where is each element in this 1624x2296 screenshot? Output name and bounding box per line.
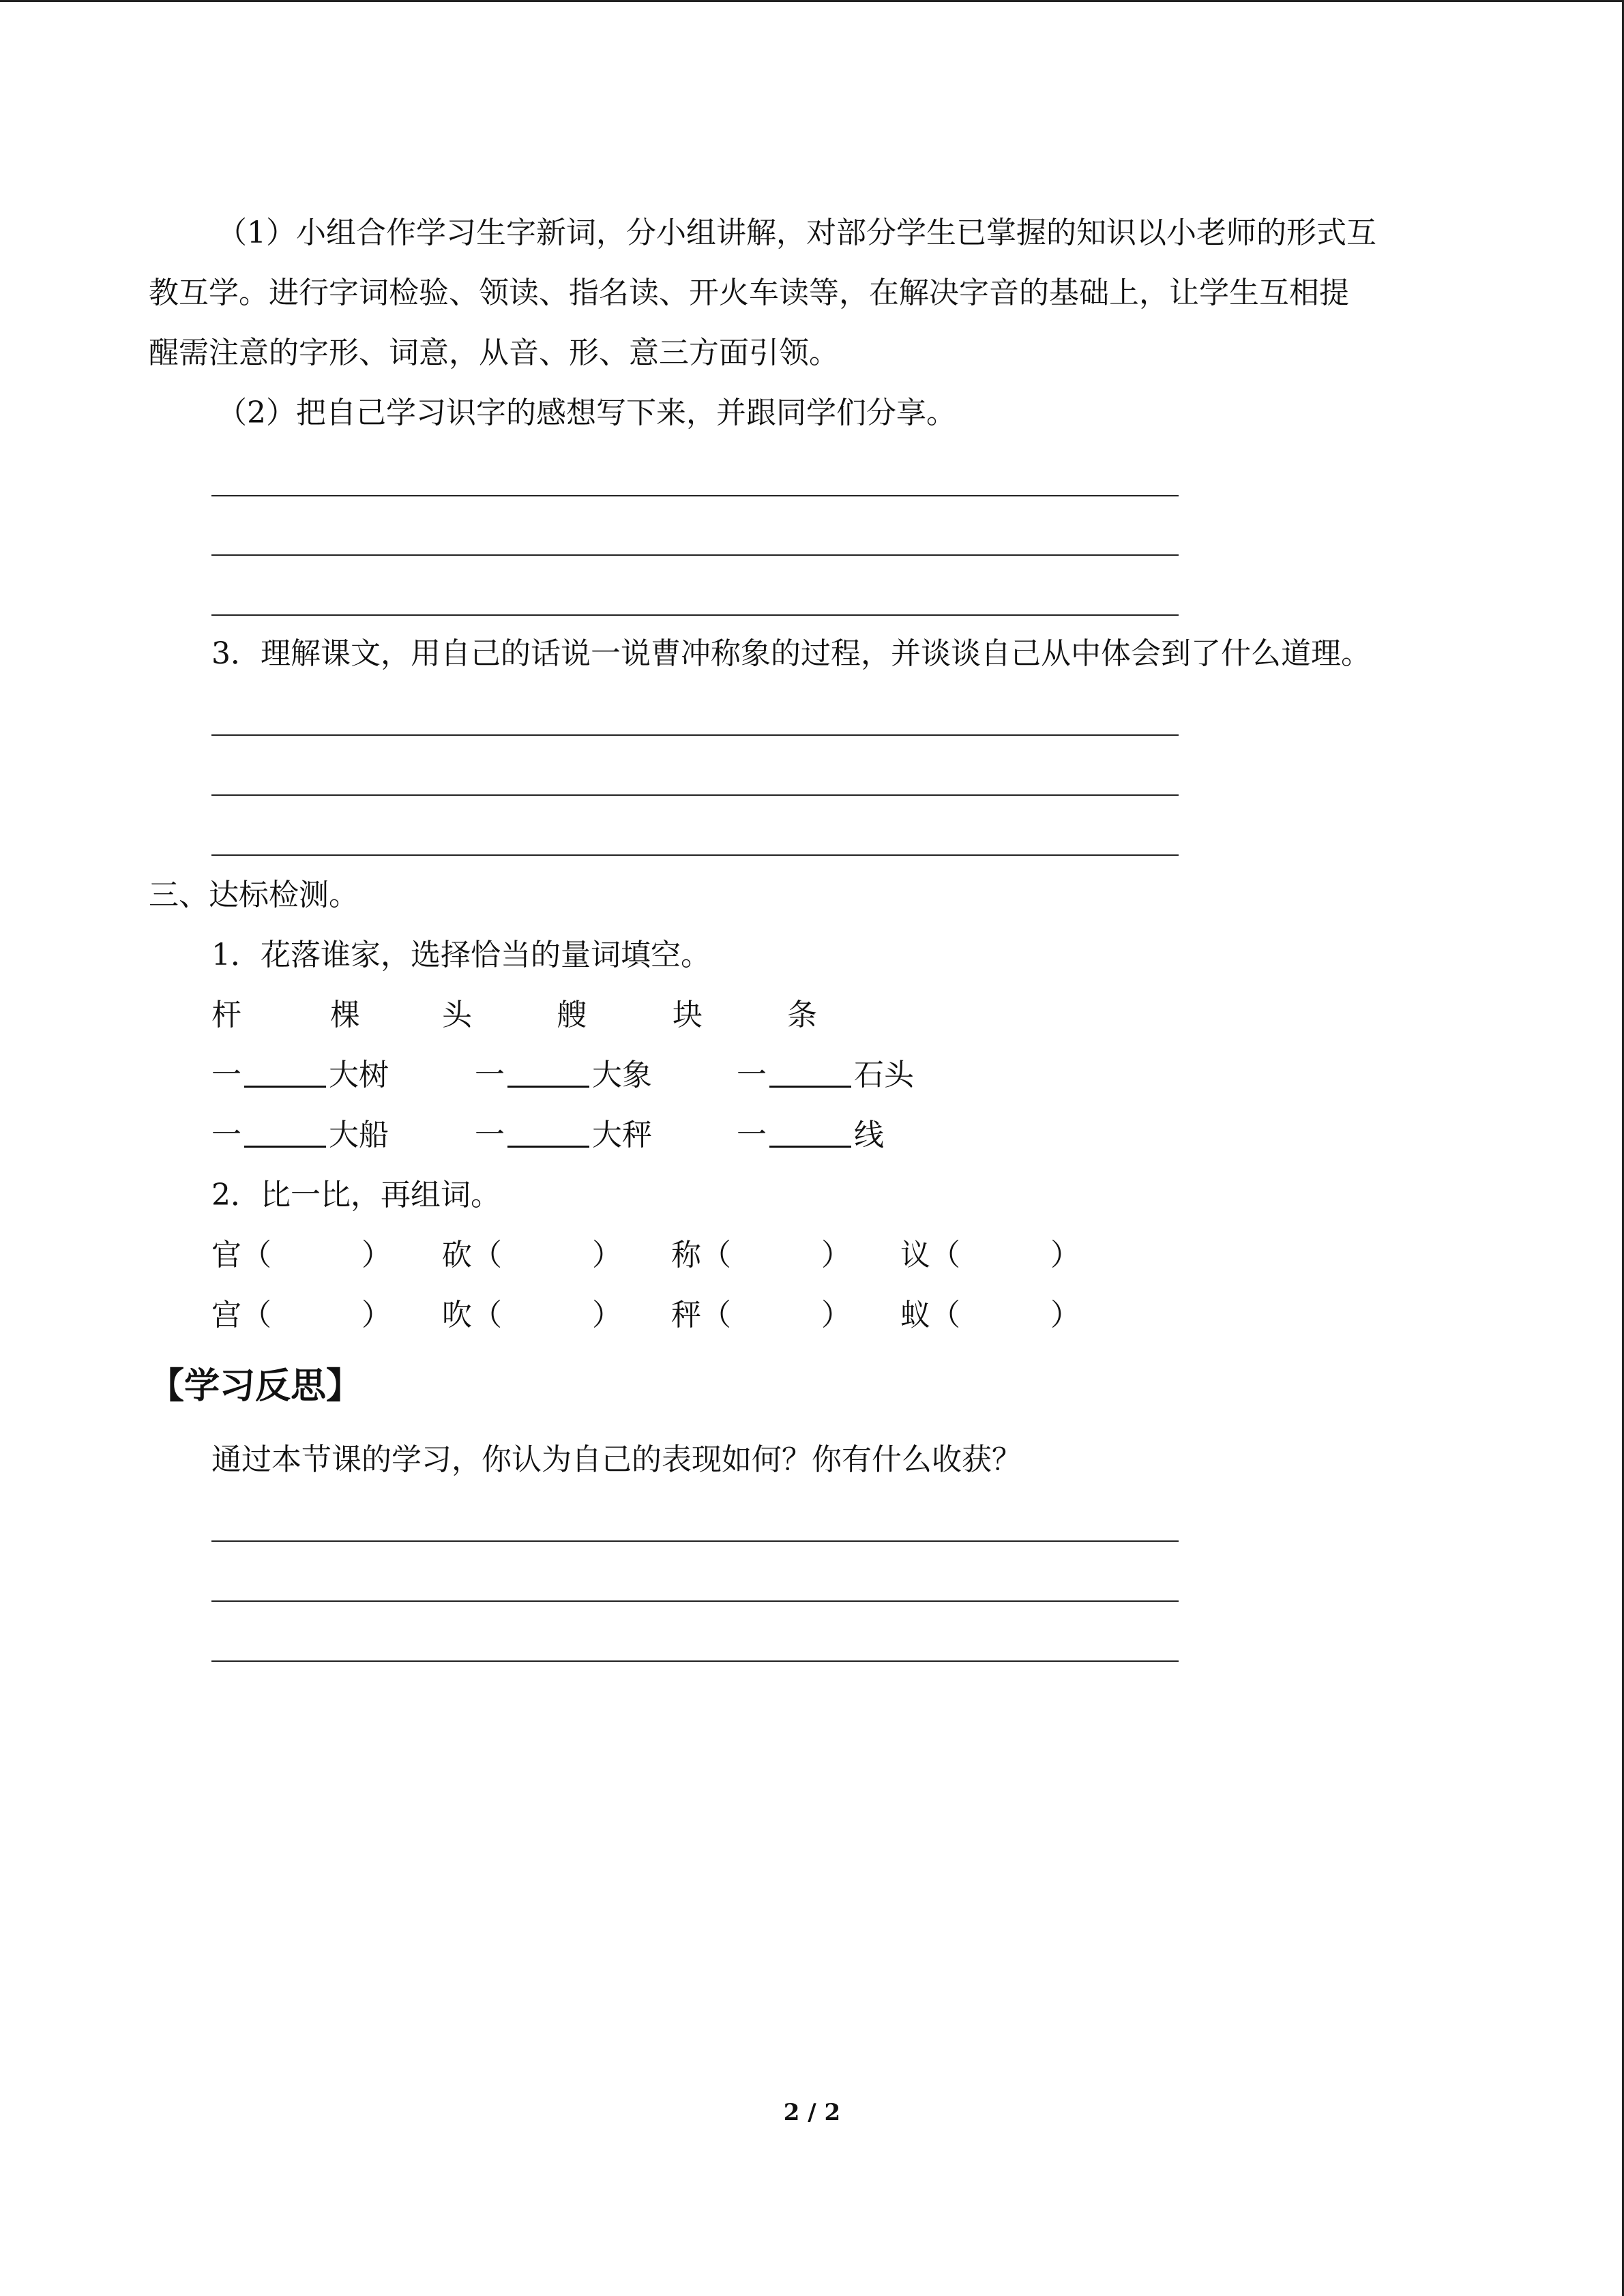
measure-word: 艘 <box>557 998 587 1032</box>
fill-blank[interactable] <box>769 1061 851 1088</box>
fill-blank[interactable] <box>507 1121 589 1148</box>
answer-line[interactable] <box>211 614 1179 616</box>
compare-item[interactable]: 秤（ ） <box>671 1298 851 1332</box>
answer-line[interactable] <box>211 794 1179 796</box>
para1-line2: 教互学。进行字词检验、领读、指名读、开火车读等，在解决字音的基础上，让学生互相提 <box>149 275 1349 310</box>
para1-line3: 醒需注意的字形、词意，从音、形、意三方面引领。 <box>149 336 839 370</box>
compare-item[interactable]: 称（ ） <box>671 1238 851 1272</box>
measure-word: 棵 <box>330 998 360 1032</box>
answer-line[interactable] <box>211 1540 1179 1542</box>
fill-blank[interactable] <box>507 1061 589 1088</box>
para1-line1: （1）小组合作学习生字新词，分小组讲解，对部分学生已掌握的知识以小老师的形式互 <box>217 215 1376 250</box>
para2: （2）把自己学习识字的感想写下来，并跟同学们分享。 <box>217 396 956 430</box>
fill-blank[interactable] <box>244 1061 326 1088</box>
measure-word: 杆 <box>211 998 241 1032</box>
fill-item: 一 大秤 <box>475 1118 652 1152</box>
reflection-prompt: 通过本节课的学习，你认为自己的表现如何？你有什么收获？ <box>211 1442 1022 1477</box>
fill-item: 一 大树 <box>211 1058 389 1092</box>
item3-question: 3．理解课文，用自己的话说一说曹冲称象的过程，并谈谈自己从中体会到了什么道理。 <box>211 636 1371 671</box>
fill-item: 一 线 <box>737 1118 884 1152</box>
fill-item: 一 大象 <box>475 1058 652 1092</box>
answer-line[interactable] <box>211 1600 1179 1602</box>
compare-item[interactable]: 宫（ ） <box>211 1298 392 1332</box>
page-number: 2 / 2 <box>783 2099 841 2126</box>
compare-item[interactable]: 砍（ ） <box>442 1238 622 1272</box>
compare-item[interactable]: 吹（ ） <box>442 1298 622 1332</box>
measure-word: 块 <box>673 998 703 1032</box>
answer-line[interactable] <box>211 734 1179 736</box>
reflection-heading: 【学习反思】 <box>149 1366 362 1407</box>
q2-title: 2．比一比，再组词。 <box>211 1178 501 1212</box>
fill-item: 一 大船 <box>211 1118 389 1152</box>
measure-word: 条 <box>787 998 817 1032</box>
section3-title: 三、达标检测。 <box>149 878 359 912</box>
page-top-border <box>0 0 1624 2</box>
answer-line[interactable] <box>211 495 1179 496</box>
fill-blank[interactable] <box>769 1121 851 1148</box>
measure-word: 头 <box>442 998 472 1032</box>
fill-item: 一 石头 <box>737 1058 914 1092</box>
fill-blank[interactable] <box>244 1121 326 1148</box>
answer-line[interactable] <box>211 554 1179 556</box>
q1-title: 1．花落谁家，选择恰当的量词填空。 <box>211 938 711 972</box>
compare-item[interactable]: 蚁（ ） <box>900 1298 1080 1332</box>
compare-item[interactable]: 议（ ） <box>900 1238 1080 1272</box>
answer-line[interactable] <box>211 854 1179 856</box>
answer-line[interactable] <box>211 1660 1179 1662</box>
compare-item[interactable]: 官（ ） <box>211 1238 392 1272</box>
